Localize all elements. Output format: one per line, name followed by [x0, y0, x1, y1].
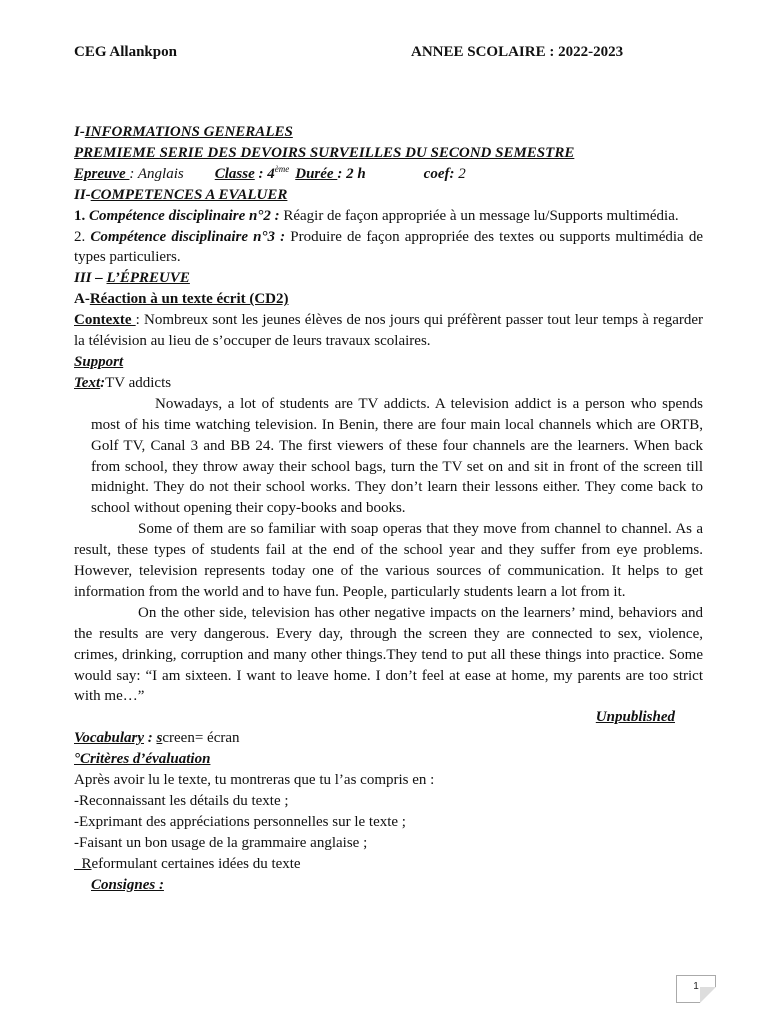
vocabulary-label: Vocabulary	[74, 730, 145, 747]
coef-label: coef:	[423, 165, 455, 182]
document-body	[74, 122, 703, 896]
instructions-heading: Consignes :	[91, 876, 164, 893]
duree-label: Durée	[295, 165, 338, 182]
page-header	[74, 42, 650, 62]
criteria-item: -Reconnaissant les détails du texte ;	[74, 793, 289, 809]
text-title: TV addicts	[105, 374, 172, 391]
section-3-heading: III – L’ÉPREUVE	[74, 270, 190, 287]
school-year: ANNEE SCOLAIRE : 2022-2023	[411, 44, 624, 60]
epreuve-label: Epreuve	[74, 165, 130, 182]
school-name: CEG Allankpon	[74, 44, 177, 60]
passage-paragraph-3: On the other side, television has other negative impacts on the learners’ mind, behaviors and the results are very dangerous. Every day, through the screen they are connected to sex, violence, crimes, drinking, corruption and many other things.They tend to put all these things into practice. Some would say: “I am sixteen. I want to leave home. I don’t feel at ease at home, my parents are too strict with me…”	[74, 604, 703, 705]
duree-value: : 2 h	[337, 165, 366, 182]
part-a-heading: A-Réaction à un texte écrit (CD2)	[74, 291, 289, 308]
classe-label: Classe	[214, 165, 255, 182]
criteria-item: Reformulant certaines idées du texte	[74, 855, 301, 872]
page-number: 1	[676, 975, 716, 1003]
competence-1: 1. Compétence disciplinaire n°2 : Réagir de façon appropriée à un message lu/Supports multimédia.	[74, 207, 679, 224]
text-title-line: Text:TV addicts	[74, 374, 172, 391]
context-label: Contexte	[74, 312, 136, 329]
criteria-heading: °Critères d’évaluation	[74, 751, 211, 768]
passage-paragraph-1: Nowadays, a lot of students are TV addicts. A television addict is a person who spends most of his time watching television. In Benin, there are four main local channels which are ORTB, Golf TV, Canal 3 and BB 24. The first viewers of these four channels are the learners. When back from school, they throw away their school bags, turn the TV set on and sit in front of the screen till midnight. They do not their school works. They don’t learn their lessons either. They come back to school without opening their copy-books and books.	[91, 395, 703, 517]
criteria-intro: Après avoir lu le texte, tu montreras que tu l’as compris en :	[74, 772, 435, 789]
vocabulary-line: Vocabulary : screen= écran	[74, 730, 240, 747]
coef-value: 2	[454, 165, 466, 182]
passage-source: Unpublished	[595, 709, 675, 726]
epreuve-value: : Anglais	[129, 165, 184, 182]
classe-value: : 4	[254, 165, 275, 182]
competence-2: 2. Compétence disciplinaire n°3 : Produire de façon appropriée des textes ou supports multimédia de types particuliers.	[74, 228, 703, 266]
series-title: PREMIEME SERIE DES DEVOIRS SURVEILLES DU SECOND SEMESTRE	[74, 144, 575, 161]
page-fold-icon	[700, 987, 716, 1003]
criteria-item: -Faisant un bon usage de la grammaire anglaise ;	[74, 834, 368, 851]
section-2-heading: II-COMPETENCES A EVALUER	[74, 186, 288, 203]
exam-info-line: Epreuve : Anglais Classe : 4ème Durée : 2 h coef: 2	[74, 163, 466, 182]
support-label: Support	[74, 353, 124, 370]
passage-paragraph-2: Some of them are so familiar with soap operas that they move from channel to channel. As a result, these types of students fail at the end of the school year and they suffer from eye problems. However, television represents today one of the various sources of communication. It helps to get information from the world and to have fun. People, particularly students learn a lot from it.	[74, 521, 703, 600]
context-paragraph: Contexte : Nombreux sont les jeunes élèves de nos jours qui préfèrent passer tout leur temps à regarder la télévision au lieu de s’occuper de leurs travaux scolaires.	[74, 312, 703, 350]
criteria-item: -Exprimant des appréciations personnelles sur le texte ;	[74, 813, 406, 830]
section-1-heading: I-INFORMATIONS GENERALES	[74, 124, 293, 140]
